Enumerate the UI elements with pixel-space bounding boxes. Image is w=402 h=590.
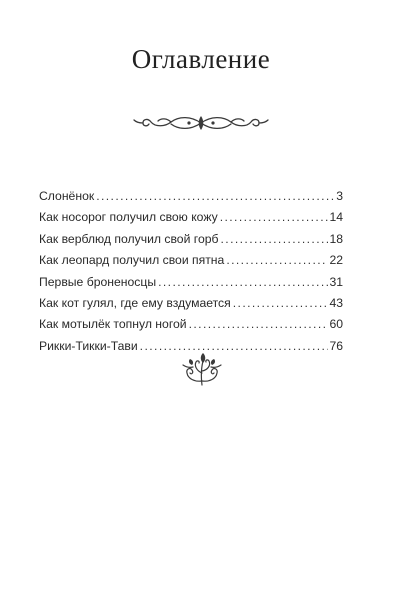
dot-leader [158, 272, 328, 293]
toc-entry-page: 3 [336, 189, 343, 203]
dot-leader [233, 293, 329, 314]
toc-entry-title: Как мотылёк топнул ногой [39, 317, 187, 332]
toc-entry-title: Рикки-Тикки-Тави [39, 338, 138, 353]
toc-entry-title: Как леопард получил свои пятна [39, 253, 225, 268]
table-of-contents [39, 186, 343, 357]
dot-leader [140, 336, 329, 357]
toc-entry-page: 76 [329, 338, 343, 353]
dot-leader [226, 250, 328, 271]
toc-entry-rhinoceros-skin[interactable] [39, 207, 343, 228]
toc-entry-camel-hump[interactable] [39, 229, 343, 250]
dot-leader [221, 229, 329, 250]
toc-entry-title: Как кот гулял, где ему вздумается [39, 295, 231, 310]
toc-entry-title: Как верблюд получил свой горб [39, 231, 219, 246]
toc-entry-title: Слонёнок [39, 189, 95, 203]
dot-leader [220, 207, 329, 228]
toc-entry-page: 14 [329, 210, 343, 225]
toc-entry-cat-walked[interactable] [39, 293, 343, 314]
toc-entry-page: 22 [329, 253, 343, 268]
toc-entry-butterfly-stamped[interactable] [39, 314, 343, 335]
toc-entry-page: 18 [329, 231, 343, 246]
floral-ornament-icon [179, 351, 225, 387]
toc-entry-page: 43 [329, 295, 343, 310]
toc-entry-title: Первые броненосцы [39, 274, 157, 289]
toc-entry-leopard-spots[interactable] [39, 250, 343, 271]
dot-leader [189, 314, 329, 335]
toc-entry-page: 31 [329, 274, 343, 289]
toc-entry-first-armadillos[interactable] [39, 272, 343, 293]
page-title: Оглавление [131, 44, 271, 74]
dot-leader [96, 186, 335, 207]
toc-entry-title: Как носорог получил свою кожу [39, 210, 218, 225]
toc-entry-elephant-child[interactable] [39, 186, 343, 207]
toc-entry-page: 60 [329, 317, 343, 332]
scroll-flourish-icon [131, 112, 271, 134]
